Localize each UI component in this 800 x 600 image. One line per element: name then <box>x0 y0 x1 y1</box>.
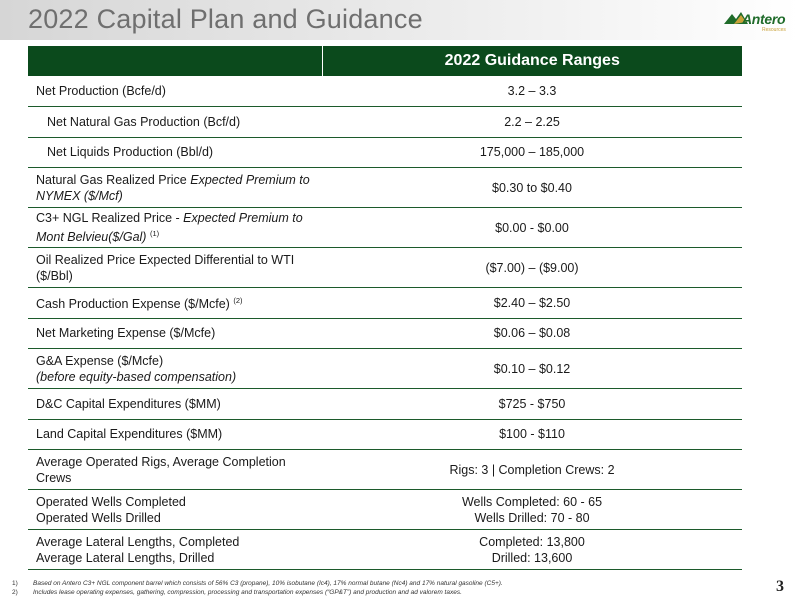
row-value: 175,000 – 185,000 <box>322 137 742 168</box>
label-italic-text: Expected Premium to NYMEX ($/Mcf) <box>36 172 310 203</box>
company-logo <box>722 6 794 36</box>
guidance-table <box>28 46 742 570</box>
value-text: Drilled: 13,600 <box>491 550 573 565</box>
row-value: ($7.00) – ($9.00) <box>322 248 742 288</box>
label-text: Cash Production Expense ($/Mcfe) <box>36 297 230 312</box>
row-value: $725 - $750 <box>322 389 742 420</box>
label-text: Average Lateral Lengths, Drilled <box>36 550 215 565</box>
label-text: Operated Wells Completed <box>36 494 186 509</box>
title-bar <box>0 0 800 40</box>
table-row <box>28 530 742 570</box>
table-row <box>28 450 742 490</box>
table-row <box>28 318 742 349</box>
table-row <box>28 107 742 138</box>
row-label <box>28 288 322 319</box>
row-label: Net Liquids Production (Bbl/d) <box>28 137 322 168</box>
table-row <box>28 349 742 389</box>
table-row <box>28 168 742 208</box>
table-header: 2022 Guidance Ranges <box>444 52 620 69</box>
footnote-text: Based on Antero C3+ NGL component barrel which consists of 56% C3 (propane), 10% isobutane (Ic4), 17% normal butane (Nc4) and 17% natural gasoline (C5+). <box>33 580 503 587</box>
row-label <box>28 490 322 530</box>
row-label: Net Natural Gas Production (Bcf/d) <box>28 107 322 138</box>
row-label <box>28 208 322 248</box>
table-row <box>28 137 742 168</box>
label-italic-text: Expected Premium to Mont Belvieu($/Gal) <box>36 211 303 244</box>
logo-subtext: Resources <box>762 27 786 33</box>
header-blank-cell <box>28 46 322 76</box>
table-row <box>28 490 742 530</box>
label-text: Operated Wells Drilled <box>36 510 161 525</box>
value-text: Completed: 13,800 <box>479 534 585 549</box>
label-text: G&A Expense ($/Mcfe) <box>36 353 164 368</box>
row-value: $0.06 – $0.08 <box>322 318 742 349</box>
table-row <box>28 288 742 319</box>
row-value <box>322 490 742 530</box>
row-label: Net Marketing Expense ($/Mcfe) <box>28 318 322 349</box>
row-value: $2.40 – $2.50 <box>322 288 742 319</box>
row-label <box>28 530 322 570</box>
row-value: $100 - $110 <box>322 419 742 450</box>
footnotes <box>12 579 752 597</box>
footnote-number: 2) <box>12 589 18 596</box>
footnote-ref: (1) <box>149 229 160 238</box>
label-italic-text: (before equity-based compensation) <box>36 369 237 384</box>
row-value: 3.2 – 3.3 <box>322 76 742 107</box>
footnote <box>12 579 752 588</box>
row-label: Net Production (Bcfe/d) <box>28 76 322 107</box>
row-value: $0.30 to $0.40 <box>322 168 742 208</box>
footnote <box>12 588 752 597</box>
table-row <box>28 419 742 450</box>
table-row <box>28 248 742 288</box>
row-label: Land Capital Expenditures ($MM) <box>28 419 322 450</box>
row-value: 2.2 – 2.25 <box>322 107 742 138</box>
row-label: Oil Realized Price Expected Differential to WTI ($/Bbl) <box>28 248 322 288</box>
page-title: 2022 Capital Plan and Guidance <box>28 4 423 34</box>
footnote-ref: (2) <box>233 296 243 306</box>
row-label: D&C Capital Expenditures ($MM) <box>28 389 322 420</box>
row-value: $0.00 - $0.00 <box>322 208 742 248</box>
label-text: Natural Gas Realized Price <box>36 172 191 187</box>
row-label <box>28 168 322 208</box>
row-label: Average Operated Rigs, Average Completion Crews <box>28 450 322 490</box>
logo-text: Antero <box>742 11 786 27</box>
table-row <box>28 208 742 248</box>
value-text: Wells Drilled: 70 - 80 <box>474 510 590 525</box>
footnote-number: 1) <box>12 580 18 587</box>
value-text: Wells Completed: 60 - 65 <box>461 494 603 509</box>
table-header-row <box>28 46 742 76</box>
page-number: 3 <box>776 578 784 595</box>
table-row <box>28 76 742 107</box>
row-value: Rigs: 3 | Completion Crews: 2 <box>322 450 742 490</box>
label-text: C3+ NGL Realized Price - <box>36 211 184 225</box>
row-value: $0.10 – $0.12 <box>322 349 742 389</box>
label-text: Average Lateral Lengths, Completed <box>36 534 240 549</box>
row-value <box>322 530 742 570</box>
footnote-text: Includes lease operating expenses, gathering, compression, processing and transportation expenses (“GP&T”) and production and ad valorem taxes. <box>33 589 462 596</box>
row-label <box>28 349 322 389</box>
table-row <box>28 389 742 420</box>
